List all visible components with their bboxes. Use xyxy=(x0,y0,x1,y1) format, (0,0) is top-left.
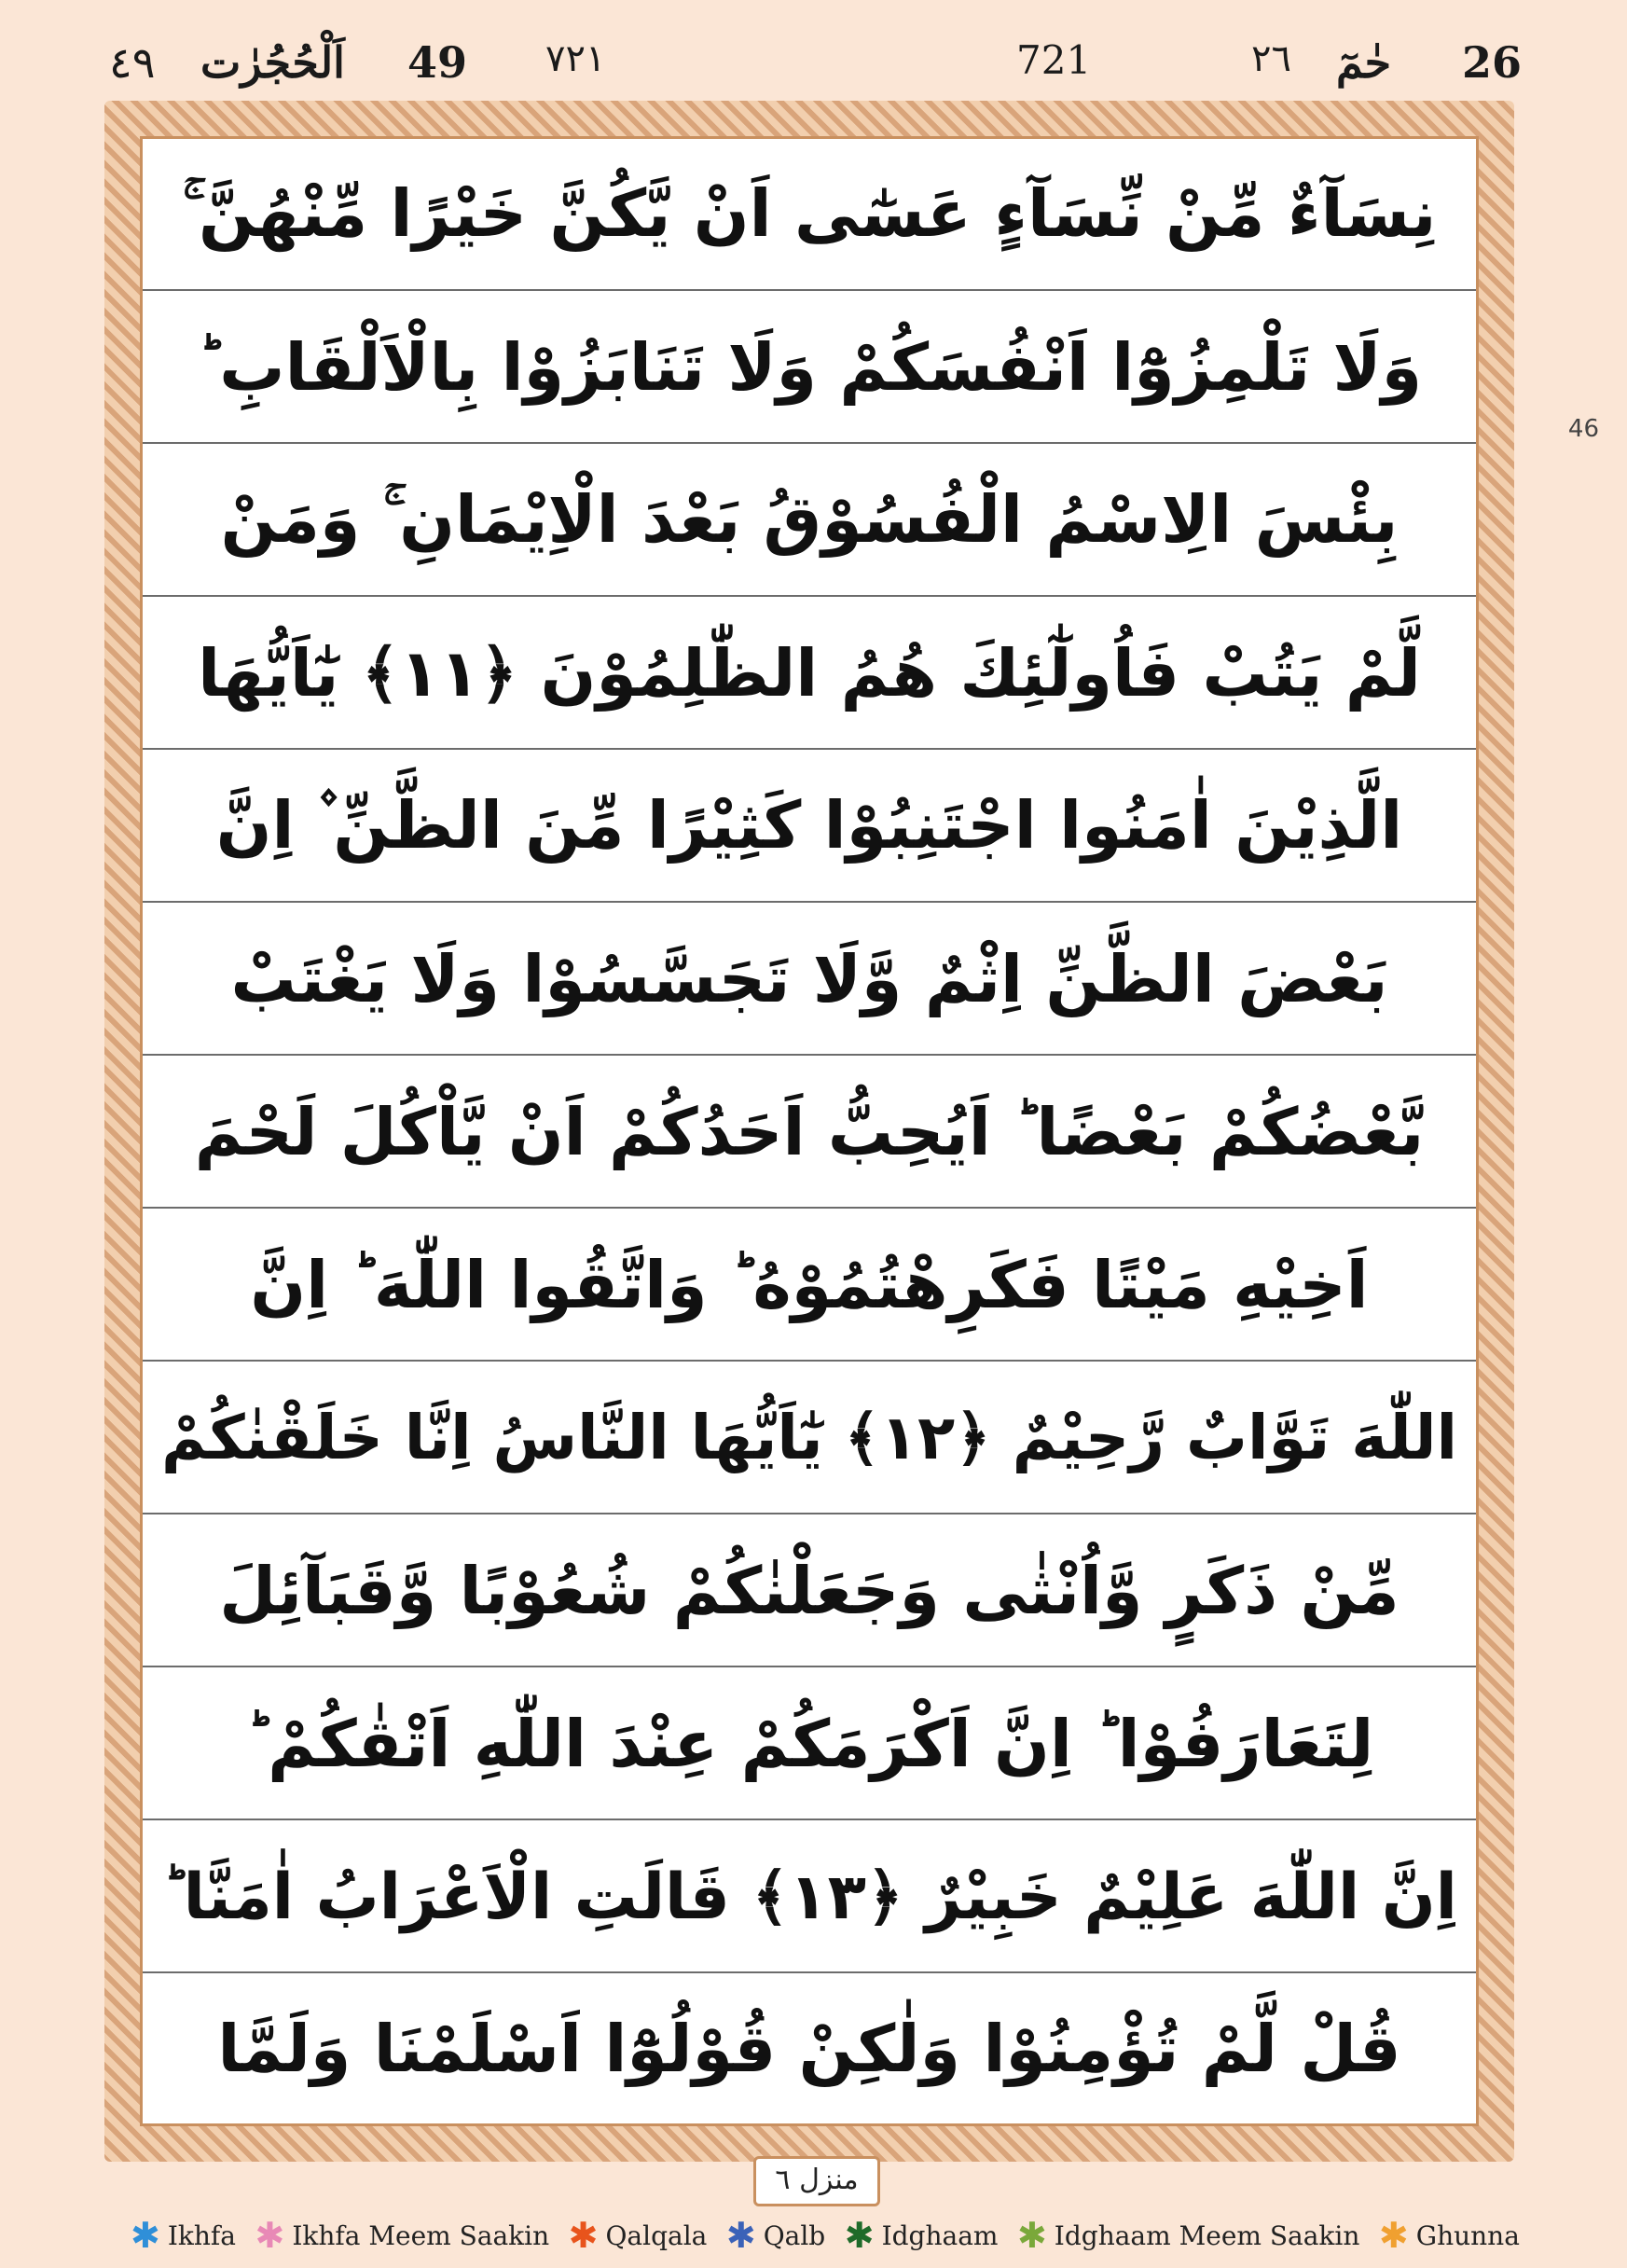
star-icon: ✱ xyxy=(725,2215,756,2256)
text-line xyxy=(143,1057,1476,1209)
tajweed-legend xyxy=(131,2212,1520,2259)
star-icon: ✱ xyxy=(255,2215,285,2256)
surah-number-arabic: ٤٩ xyxy=(109,37,156,88)
legend-item-qalb xyxy=(725,2215,826,2256)
line-text: لِتَعَارَفُوْا ؕ اِنَّ اَكْرَمَكُمْ عِنْدَ اللّٰهِ اَتْقٰكُمْ ؕ xyxy=(244,1705,1374,1782)
text-line xyxy=(143,1210,1476,1362)
line-text: بَعْضَ الظَّنِّ اِثْمٌ وَّلَا تَجَسَّسُوْا وَلَا يَغْتَبْ xyxy=(230,940,1388,1017)
legend-label: Qalb xyxy=(763,2220,826,2251)
text-line xyxy=(143,751,1476,903)
legend-label: Idghaam xyxy=(881,2220,999,2251)
juz-number-arabic: ٢٦ xyxy=(1251,37,1291,80)
text-line xyxy=(143,139,1476,291)
line-text: نِسَآءٌ مِّنْ نِّسَآءٍ عَسٰٓى اَنْ يَّكُنَّ خَيْرًا مِّنْهُنَّ ۚ xyxy=(182,175,1437,252)
manzil-label: منزل ٦ xyxy=(753,2156,880,2206)
legend-label: Qalqala xyxy=(605,2220,708,2251)
quran-text-area xyxy=(140,136,1479,2126)
line-text: اِنَّ اللّٰهَ عَلِيْمٌ خَبِيْرٌ ﴿۱۳﴾ قَالَتِ الْاَعْرَابُ اٰمَنَّا ؕ xyxy=(161,1860,1457,1933)
line-text: وَلَا تَلْمِزُوْٓا اَنْفُسَكُمْ وَلَا تَنَابَزُوْا بِالْاَلْقَابِ ؕ xyxy=(196,328,1423,406)
legend-label: Idghaam Meem Saakin xyxy=(1054,2220,1360,2251)
legend-item-idghaam xyxy=(844,2215,999,2256)
surah-number: 49 xyxy=(407,37,468,88)
text-line xyxy=(143,1974,1476,2123)
page-number: 721 xyxy=(1016,37,1092,83)
line-text: الَّذِيْنَ اٰمَنُوا اجْتَنِبُوْا كَثِيْرًا مِّنَ الظَّنِّ ۫ اِنَّ xyxy=(215,787,1403,864)
surah-name: اَلْحُجُرٰت xyxy=(200,37,345,88)
legend-item-qalqala xyxy=(568,2215,708,2256)
legend-label: Ikhfa Meem Saakin xyxy=(292,2220,550,2251)
line-text: اَخِيْهِ مَيْتًا فَكَرِهْتُمُوْهُ ؕ وَاتَّقُوا اللّٰهَ ؕ اِنَّ xyxy=(250,1246,1369,1323)
line-text: مِّنْ ذَكَرٍ وَّاُنْثٰى وَجَعَلْنٰكُمْ شُعُوْبًا وَّقَبَآئِلَ xyxy=(219,1552,1399,1629)
legend-label: Ikhfa xyxy=(167,2220,236,2251)
juz-name: حٰمٓ xyxy=(1336,37,1392,88)
legend-item-idghaam-meem-saakin xyxy=(1016,2215,1360,2256)
legend-label: Ghunna xyxy=(1415,2220,1520,2251)
line-text: بَّعْضُكُمْ بَعْضًا ؕ اَيُحِبُّ اَحَدُكُمْ اَنْ يَّاْكُلَ لَحْمَ xyxy=(194,1093,1425,1170)
legend-item-ikhfa-meem-saakin xyxy=(255,2215,550,2256)
text-line xyxy=(143,1668,1476,1820)
side-page-number: 46 xyxy=(1567,415,1599,443)
star-icon: ✱ xyxy=(568,2215,599,2256)
text-line xyxy=(143,445,1476,597)
page-header xyxy=(107,21,1523,104)
text-line xyxy=(143,1362,1476,1514)
page-number-arabic: ٧٢١ xyxy=(545,37,606,80)
text-line xyxy=(143,598,1476,750)
star-icon: ✱ xyxy=(131,2215,160,2256)
juz-number: 26 xyxy=(1462,37,1523,88)
legend-item-ghunna xyxy=(1378,2215,1520,2256)
star-icon: ✱ xyxy=(1378,2215,1409,2256)
text-line xyxy=(143,904,1476,1056)
line-text: قُلْ لَّمْ تُؤْمِنُوْا وَلٰكِنْ قُوْلُوْٓا اَسْلَمْنَا وَلَمَّا xyxy=(217,2011,1401,2087)
text-line xyxy=(143,292,1476,444)
star-icon: ✱ xyxy=(1016,2215,1047,2256)
legend-item-ikhfa xyxy=(131,2215,236,2256)
text-line xyxy=(143,1821,1476,1973)
line-text: لَّمْ يَتُبْ فَاُولٰٓئِكَ هُمُ الظّٰلِمُوْنَ ﴿۱۱﴾ يٰٓاَيُّهَا xyxy=(198,634,1421,712)
text-line xyxy=(143,1515,1476,1667)
line-text: اللّٰهَ تَوَّابٌ رَّحِيْمٌ ﴿۱۲﴾ يٰٓاَيُّهَا النَّاسُ اِنَّا خَلَقْنٰكُمْ xyxy=(160,1402,1458,1473)
line-text: بِئْسَ الِاسْمُ الْفُسُوْقُ بَعْدَ الْاِيْمَانِ ۚ وَمَنْ xyxy=(220,481,1399,558)
star-icon: ✱ xyxy=(844,2215,875,2256)
